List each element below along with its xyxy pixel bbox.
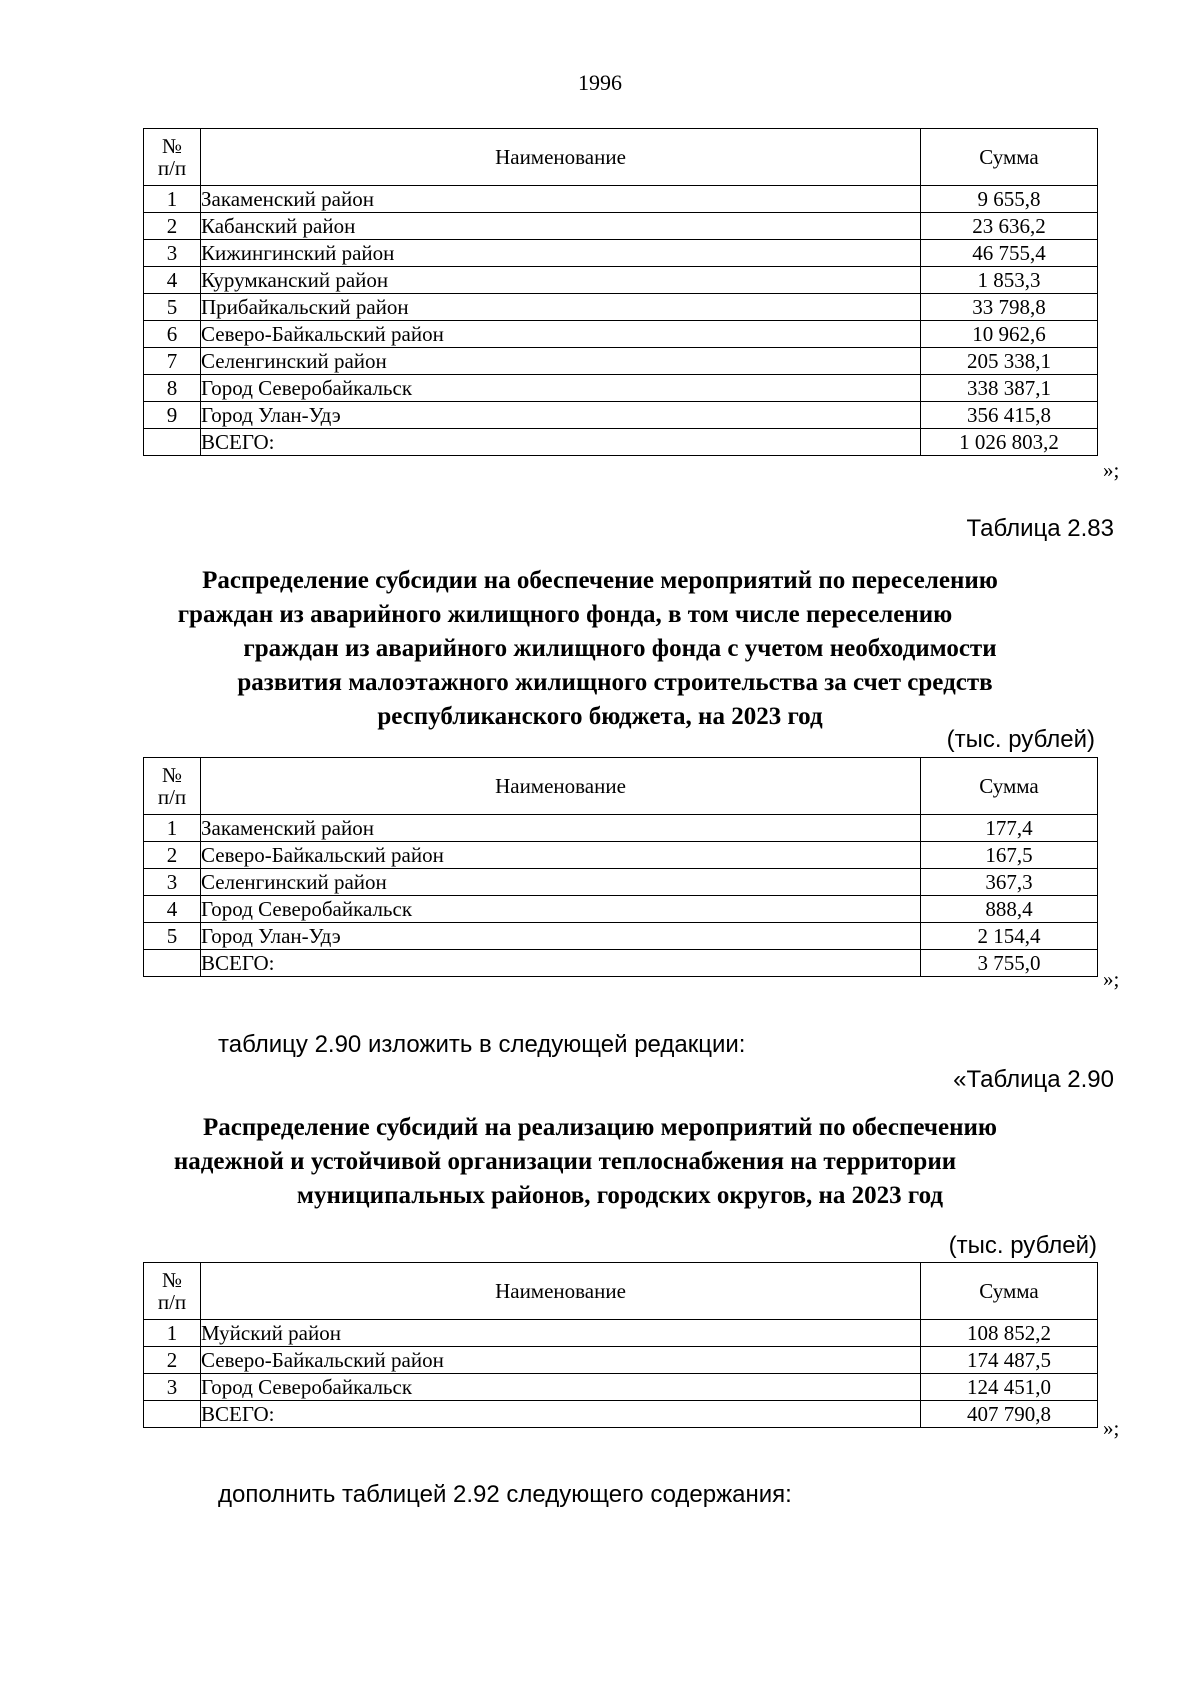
header-num: № п/п: [144, 129, 201, 186]
total-sum: 3 755,0: [921, 950, 1098, 977]
table-label: «Таблица 2.90: [953, 1066, 1114, 1093]
row-num: 2: [144, 213, 201, 240]
table-row: [144, 923, 1098, 950]
row-name: Кижингинский район: [201, 240, 921, 267]
row-sum: 1 853,3: [921, 267, 1098, 294]
row-name: Северо-Байкальский район: [201, 321, 921, 348]
row-num: 2: [144, 1347, 201, 1374]
row-name: Город Северобайкальск: [201, 375, 921, 402]
row-num: 5: [144, 923, 201, 950]
row-sum: 174 487,5: [921, 1347, 1098, 1374]
table-title: [0, 1111, 1200, 1213]
row-sum: 124 451,0: [921, 1374, 1098, 1401]
row-num: 1: [144, 815, 201, 842]
total-num: [144, 950, 201, 977]
row-num: 1: [144, 1320, 201, 1347]
row-num: 3: [144, 1374, 201, 1401]
row-num: 8: [144, 375, 201, 402]
table-row: [144, 294, 1098, 321]
title-line: Распределение субсидий на реализацию мероприятий по обеспечению: [202, 1114, 998, 1141]
row-sum: 177,4: [921, 815, 1098, 842]
header-num: № п/п: [144, 758, 201, 815]
row-num: 4: [144, 267, 201, 294]
row-num: 3: [144, 240, 201, 267]
row-sum: 205 338,1: [921, 348, 1098, 375]
table-3: [143, 1262, 1098, 1428]
row-num: 3: [144, 869, 201, 896]
row-sum: 356 415,8: [921, 402, 1098, 429]
title-line: граждан из аварийного жилищного фонда, в том числе переселению: [177, 601, 953, 628]
table-row: [144, 375, 1098, 402]
row-sum: 2 154,4: [921, 923, 1098, 950]
table-row: [144, 213, 1098, 240]
total-sum: 1 026 803,2: [921, 429, 1098, 456]
row-name: Закаменский район: [201, 815, 921, 842]
row-name: Селенгинский район: [201, 348, 921, 375]
close-quote: »;: [1103, 458, 1120, 482]
row-sum: 23 636,2: [921, 213, 1098, 240]
total-label: ВСЕГО:: [201, 429, 921, 456]
row-sum: 33 798,8: [921, 294, 1098, 321]
title-line: развития малоэтажного жилищного строительства за счет средств: [237, 669, 993, 696]
close-quote: »;: [1103, 967, 1120, 991]
header-sum: Сумма: [921, 758, 1098, 815]
title-line: муниципальных районов, городских округов, на 2023 год: [296, 1182, 944, 1209]
row-num: 9: [144, 402, 201, 429]
row-name: Закаменский район: [201, 186, 921, 213]
header-name: Наименование: [201, 1263, 921, 1320]
table-row: [144, 896, 1098, 923]
title-line: республиканского бюджета, на 2023 год: [377, 703, 823, 730]
row-num: 7: [144, 348, 201, 375]
table-row: [144, 1374, 1098, 1401]
table-row: [144, 1320, 1098, 1347]
header-name: Наименование: [201, 758, 921, 815]
title-line: граждан из аварийного жилищного фонда с учетом необходимости: [243, 635, 997, 662]
row-sum: 10 962,6: [921, 321, 1098, 348]
row-sum: 367,3: [921, 869, 1098, 896]
row-sum: 338 387,1: [921, 375, 1098, 402]
table-1: [143, 128, 1098, 456]
row-name: Город Северобайкальск: [201, 896, 921, 923]
table-row: [144, 186, 1098, 213]
instruction-paragraph: таблицу 2.90 изложить в следующей редакции:: [218, 1031, 746, 1058]
table-label: Таблица 2.83: [966, 515, 1114, 542]
row-sum: 888,4: [921, 896, 1098, 923]
units-label: (тыс. рублей): [946, 726, 1095, 753]
row-name: Прибайкальский район: [201, 294, 921, 321]
table-header-row: [144, 758, 1098, 815]
row-name: Селенгинский район: [201, 869, 921, 896]
instruction-paragraph: дополнить таблицей 2.92 следующего содержания:: [218, 1481, 792, 1508]
table-row: [144, 1347, 1098, 1374]
title-line: надежной и устойчивой организации теплоснабжения на территории: [173, 1148, 957, 1175]
page-number: 1996: [578, 70, 622, 95]
table-row: [144, 267, 1098, 294]
row-name: Курумканский район: [201, 267, 921, 294]
row-sum: 46 755,4: [921, 240, 1098, 267]
header-name: Наименование: [201, 129, 921, 186]
table-row: [144, 402, 1098, 429]
row-name: Северо-Байкальский район: [201, 1347, 921, 1374]
total-num: [144, 429, 201, 456]
table-row: [144, 240, 1098, 267]
table-title: [0, 564, 1200, 734]
total-sum: 407 790,8: [921, 1401, 1098, 1428]
table-row: [144, 842, 1098, 869]
table-row: [144, 321, 1098, 348]
total-row: [144, 1401, 1098, 1428]
row-num: 5: [144, 294, 201, 321]
total-label: ВСЕГО:: [201, 950, 921, 977]
close-quote: »;: [1103, 1416, 1120, 1440]
row-sum: 9 655,8: [921, 186, 1098, 213]
units-label: (тыс. рублей): [948, 1232, 1097, 1259]
total-label: ВСЕГО:: [201, 1401, 921, 1428]
row-num: 1: [144, 186, 201, 213]
title-line: Распределение субсидии на обеспечение мероприятий по переселению: [202, 567, 998, 594]
row-sum: 167,5: [921, 842, 1098, 869]
row-name: Муйский район: [201, 1320, 921, 1347]
row-name: Кабанский район: [201, 213, 921, 240]
row-name: Город Улан-Удэ: [201, 923, 921, 950]
total-num: [144, 1401, 201, 1428]
header-sum: Сумма: [921, 129, 1098, 186]
total-row: [144, 429, 1098, 456]
row-name: Город Улан-Удэ: [201, 402, 921, 429]
row-num: 6: [144, 321, 201, 348]
table-header-row: [144, 1263, 1098, 1320]
row-num: 4: [144, 896, 201, 923]
table-2: [143, 757, 1098, 977]
table-row: [144, 348, 1098, 375]
header-num: № п/п: [144, 1263, 201, 1320]
row-name: Северо-Байкальский район: [201, 842, 921, 869]
table-row: [144, 869, 1098, 896]
row-num: 2: [144, 842, 201, 869]
total-row: [144, 950, 1098, 977]
table-row: [144, 815, 1098, 842]
header-sum: Сумма: [921, 1263, 1098, 1320]
row-name: Город Северобайкальск: [201, 1374, 921, 1401]
row-sum: 108 852,2: [921, 1320, 1098, 1347]
table-header-row: [144, 129, 1098, 186]
